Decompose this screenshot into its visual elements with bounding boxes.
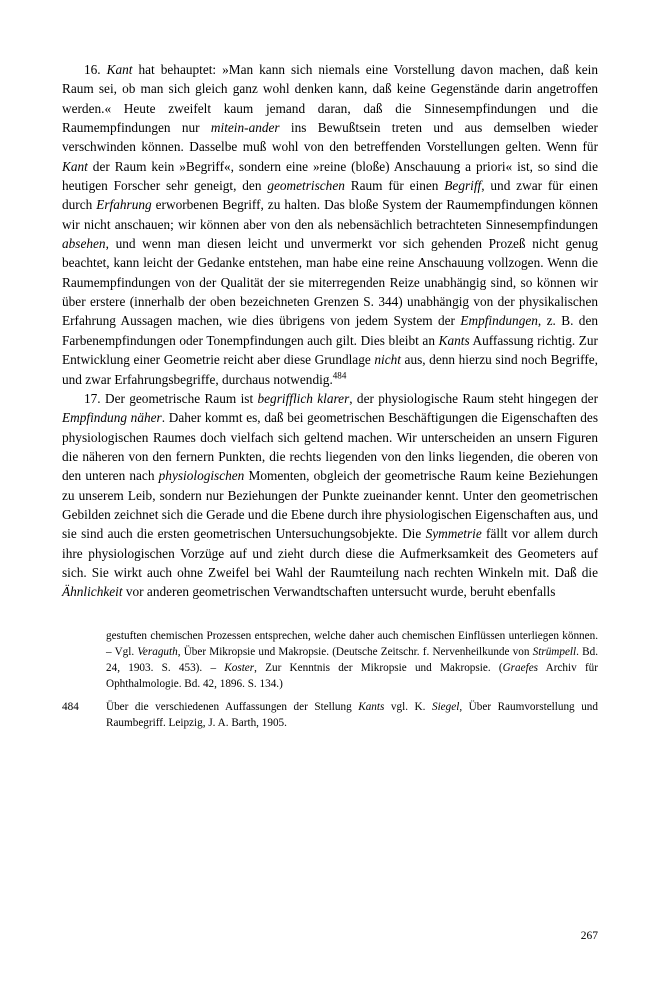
footnote-text: Über die verschiedenen Auffassungen der Stellung Kants vgl. K. Siegel, Über Raumvorstellung und Raumbegriff. Leipzig, J. A. Barth, 1905. bbox=[106, 701, 598, 730]
page-number: 267 bbox=[580, 930, 598, 942]
footnote-section bbox=[62, 628, 598, 732]
paragraph-16: 16. Kant hat behauptet: »Man kann sich niemals eine Vorstellung davon machen, daß kein Raum sei, ob man sich gleich ganz wohl denken kann, daß keine Gegenstände darin angetroffen werden.« Heute zweifelt kaum jemand daran, daß die Sinnesempfindungen und die Raumempfindungen nur mitein-ander ins Bewußtsein treten und aus demselben wieder verschwinden können. Dasselbe muß wohl von den betreffenden Vorstellungen gelten. Wenn für Kant der Raum kein »Begriff«, sondern eine »reine (bloße) Anschauung a priori« ist, so sind die heutigen Forscher sehr geneigt, den geometrischen Raum für einen Begriff, und zwar für einen durch Erfahrung erworbenen Begriff, zu halten. Das bloße System der Raumempfindungen können wir nicht anschauen; wir können aber von den als nebensächlich betrachteten Sinnesempfindungen absehen, und wenn man diesen leicht und unvermerkt vor sich gehenden Prozeß nicht genug beachtet, kann leicht der Gedanke entstehen, man habe eine reine Anschauung vollzogen. Wenn die Raumempfindungen von der Qualität der sie miterregenden Reize unabhängig sind, so können wir über erstere (innerhalb der oben bezeichneten Grenzen S. 344) unabhängig von der physikalischen Erfahrung Aussagen machen, wie dies übrigens von jedem System der Empfindungen, z. B. den Farbenempfindungen oder Tonempfindungen auch gilt. Dies bleibt an Kants Auffassung richtig. Zur Entwicklung einer Geometrie reicht aber diese Grundlage nicht aus, denn hierzu sind noch Begriffe, und zwar Erfahrungsbegriffe, durchaus notwendig.$^{484}$ bbox=[62, 62, 598, 387]
footnote-continuation: gestuften chemischen Prozessen entsprechen, welche daher auch chemischen Einflüssen unterliegen können. – Vgl. Veraguth, Über Mikropsie und Makropsie. (Deutsche Zeitschr. f. Nervenheilkunde von Strümpell. Bd. 24, 1903. S. 453). – Koster, Zur Kenntnis der Mikropsie und Makropsie. (Graefes Archiv für Ophthalmologie. Bd. 42, 1896. S. 134.) bbox=[106, 629, 598, 690]
footnote-entry bbox=[62, 699, 598, 731]
main-text-block bbox=[62, 60, 598, 602]
paragraph-17: 17. Der geometrische Raum ist begrifflich klarer, der physiologische Raum steht hingegen der Empfindung näher. Daher kommt es, daß bei geometrischen Beschäftigungen die Eigenschaften des physiologischen Raumes doch vielfach sich geltend machen. Wir unterscheiden an unsern Figuren die näheren von den fernern Punkten, die rechts liegenden von den links liegenden, die oberen von den unteren nach physiologischen Momenten, obgleich der geometrische Raum keine Beziehungen zu unserem Leib, sondern nur Beziehungen der Punkte zueinander kennt. Unter den geometrischen Gebilden zeichnet sich die Gerade und die Ebene durch ihre physiologischen Eigenschaften aus, und sie sind auch die ersten geometrischen Untersuchungsobjekte. Die Symmetrie fällt vor allem durch ihre physiologischen Vorzüge auf und zieht durch diese die Aufmerksamkeit des Geometers auf sich. Sie wirkt auch ohne Zweifel bei Wahl der Raumteilung nach rechten Winkeln mit. Daß die Ähnlichkeit vor anderen geometrischen Verwandtschaften untersucht wurde, beruht ebenfalls bbox=[62, 390, 599, 600]
footnote-number: 484 bbox=[62, 701, 79, 714]
